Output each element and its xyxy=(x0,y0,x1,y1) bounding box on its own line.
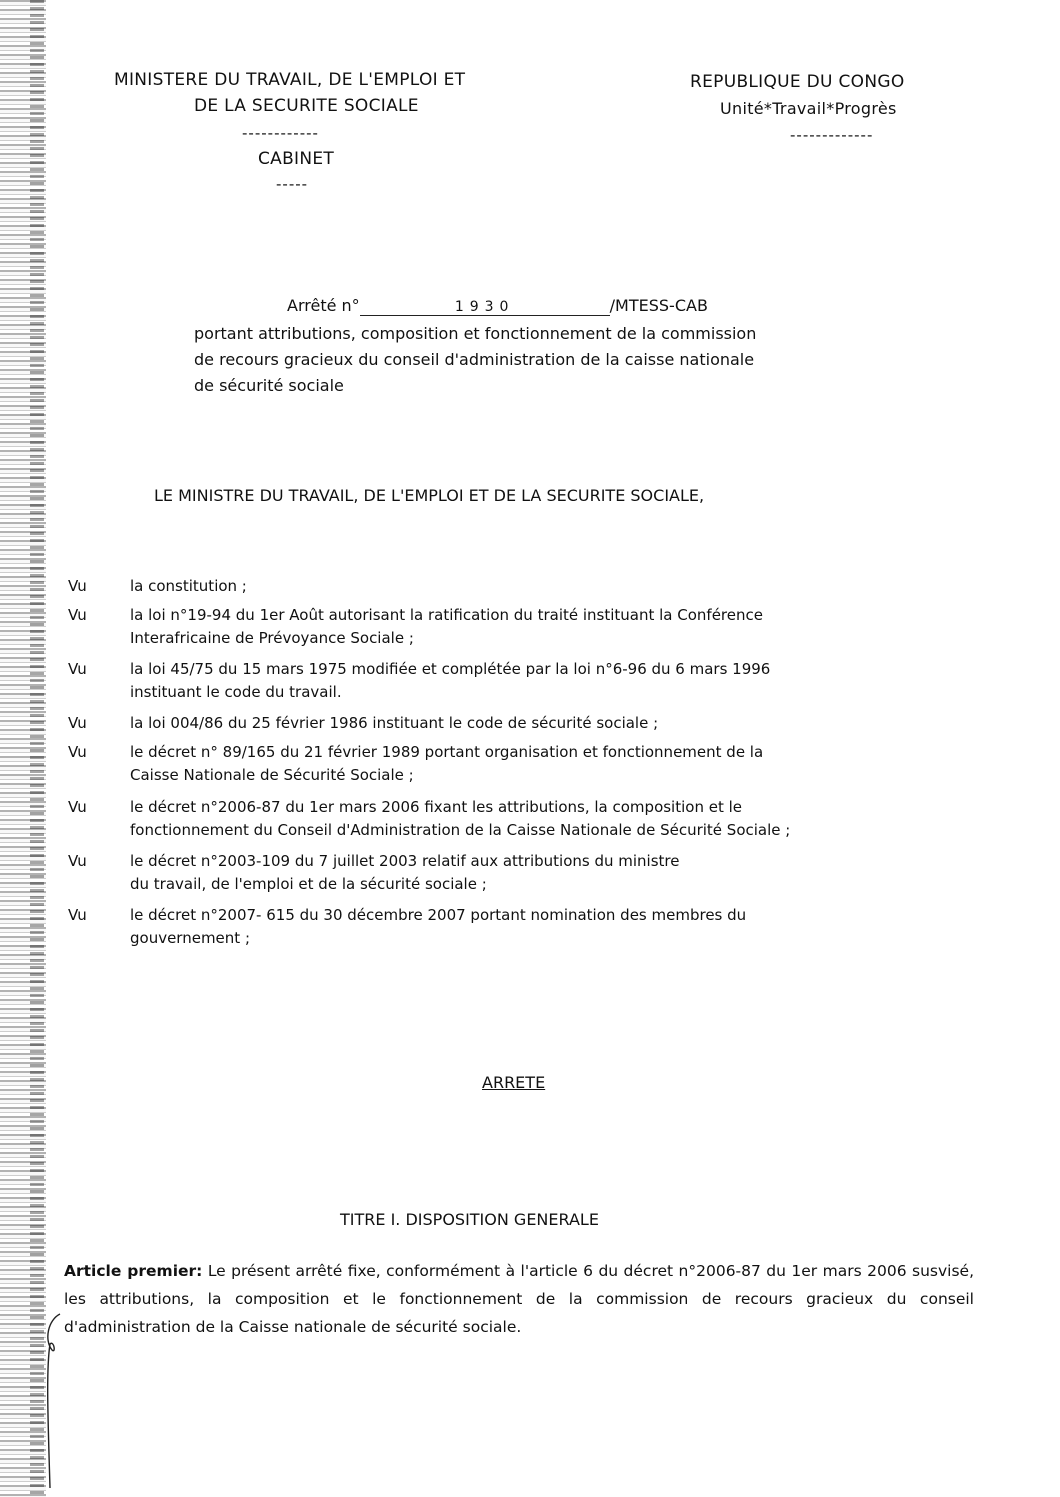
vu-label: Vu xyxy=(68,906,87,924)
handwritten-margin-mark xyxy=(40,1310,64,1490)
vu-item xyxy=(130,850,974,896)
vu-line: la constitution ; xyxy=(130,577,247,595)
vu-label: Vu xyxy=(68,714,87,732)
decree-number: 1930 xyxy=(360,299,610,316)
vu-line: le décret n° 89/165 du 21 février 1989 portant organisation et fonctionnement de la xyxy=(130,743,764,761)
vu-item xyxy=(130,712,974,735)
vu-line: Caisse Nationale de Sécurité Sociale ; xyxy=(130,766,414,784)
vu-item xyxy=(130,658,974,704)
scan-border-dark xyxy=(30,0,44,1497)
article-label: Article premier: xyxy=(64,1262,203,1280)
vu-line: la loi 45/75 du 15 mars 1975 modifiée et complétée par la loi n°6-96 du 6 mars 1996 xyxy=(130,660,771,678)
vu-line: le décret n°2006-87 du 1er mars 2006 fixant les attributions, la composition et le xyxy=(130,798,742,816)
vu-line: gouvernement ; xyxy=(130,929,250,947)
article-premier xyxy=(64,1257,974,1341)
decree-suffix: /MTESS-CAB xyxy=(609,296,708,315)
vu-label: Vu xyxy=(68,798,87,816)
decree-number-line xyxy=(287,296,708,316)
ministry-name-line2: DE LA SECURITE SOCIALE xyxy=(194,96,419,116)
republic-dash: ------------- xyxy=(790,126,874,144)
vu-item xyxy=(130,904,974,950)
vu-label: Vu xyxy=(68,660,87,678)
vu-line: le décret n°2007- 615 du 30 décembre 2007 portant nomination des membres du xyxy=(130,906,747,924)
vu-label: Vu xyxy=(68,577,87,595)
ministry-name-line1: MINISTERE DU TRAVAIL, DE L'EMPLOI ET xyxy=(114,70,466,90)
vu-item xyxy=(130,741,974,787)
vu-line: le décret n°2003-109 du 7 juillet 2003 relatif aux attributions du ministre xyxy=(130,852,680,870)
ministry-dash: ------------ xyxy=(242,124,319,142)
decree-subject-line1: portant attributions, composition et fonctionnement de la commission xyxy=(194,324,757,343)
cabinet-dash: ----- xyxy=(276,175,309,193)
vu-line: du travail, de l'emploi et de la sécurité sociale ; xyxy=(130,875,487,893)
decree-subject-line3: de sécurité sociale xyxy=(194,376,344,395)
vu-line: la loi 004/86 du 25 février 1986 instituant le code de sécurité sociale ; xyxy=(130,714,659,732)
vu-label: Vu xyxy=(68,852,87,870)
vu-line: Interafricaine de Prévoyance Sociale ; xyxy=(130,629,414,647)
vu-line: la loi n°19-94 du 1er Août autorisant la ratification du traité instituant la Conférence xyxy=(130,606,763,624)
republic-name: REPUBLIQUE DU CONGO xyxy=(690,72,905,92)
vu-item xyxy=(130,604,974,650)
republic-motto: Unité*Travail*Progrès xyxy=(720,99,897,118)
titre-heading: TITRE I. DISPOSITION GENERALE xyxy=(340,1210,599,1229)
arrete-heading: ARRETE xyxy=(482,1073,546,1092)
minister-heading: LE MINISTRE DU TRAVAIL, DE L'EMPLOI ET DE LA SECURITE SOCIALE, xyxy=(154,486,705,505)
vu-line: fonctionnement du Conseil d'Administration de la Caisse Nationale de Sécurité Sociale ; xyxy=(130,821,791,839)
vu-line: instituant le code du travail. xyxy=(130,683,342,701)
decree-subject-line2: de recours gracieux du conseil d'administration de la caisse nationale xyxy=(194,350,755,369)
decree-prefix: Arrêté n° xyxy=(287,296,360,315)
cabinet-label: CABINET xyxy=(258,149,335,169)
vu-label: Vu xyxy=(68,743,87,761)
vu-label: Vu xyxy=(68,606,87,624)
vu-item xyxy=(130,575,974,598)
article-text: Le présent arrêté fixe, conformément à l'article 6 du décret n°2006-87 du 1er mars 2006 susvisé, les attributions, la composition et le fonctionnement de la commission de recours gracieux du conseil d'administration de la Caisse nationale de sécurité sociale. xyxy=(64,1262,974,1336)
vu-item xyxy=(130,796,974,842)
